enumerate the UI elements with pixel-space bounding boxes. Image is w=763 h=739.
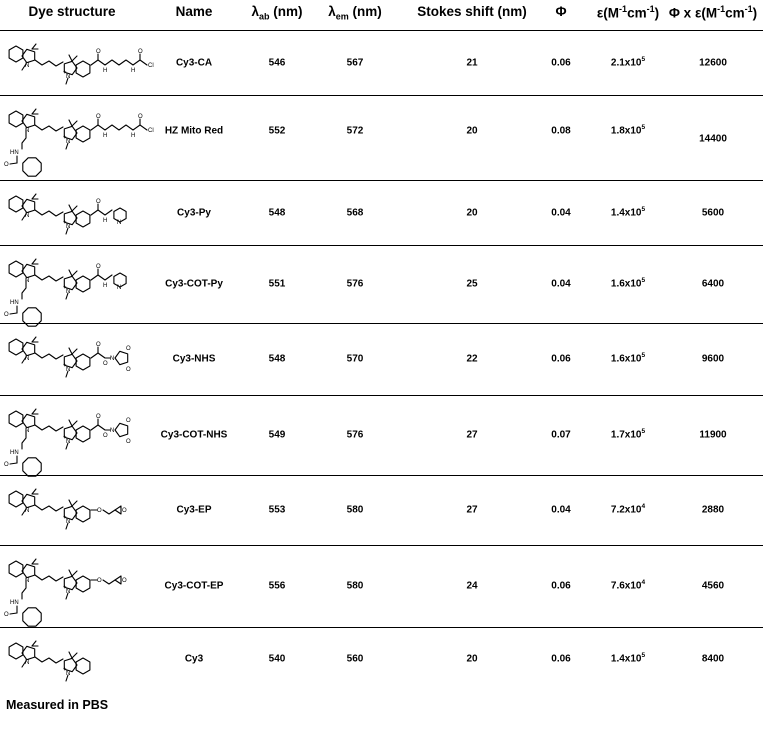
svg-text:+: +	[63, 435, 67, 441]
svg-text:O: O	[96, 199, 101, 205]
svg-text:N: N	[110, 428, 115, 434]
lambda-em-value: 576	[346, 278, 364, 290]
stokes-shift-value: 27	[466, 429, 478, 441]
quantum-yield-value: 0.06	[551, 653, 571, 665]
header-quantum-yield: Φ	[555, 4, 567, 19]
table-row	[0, 323, 763, 396]
brightness-value: 4560	[701, 580, 725, 592]
svg-text:O: O	[126, 418, 131, 424]
lambda-em-value: 572	[346, 125, 364, 137]
lambda-em-value: 576	[346, 429, 364, 441]
svg-text:Cl: Cl	[148, 63, 154, 69]
table-row	[0, 395, 763, 476]
svg-text:HN: HN	[10, 450, 19, 456]
svg-text:O: O	[103, 361, 108, 367]
svg-text:N: N	[66, 519, 71, 525]
svg-text:O: O	[4, 462, 9, 468]
table-row	[0, 95, 763, 181]
cy3-cot-chloroacetamide-structure-icon	[2, 99, 152, 183]
brightness-value: 5600	[701, 207, 725, 219]
svg-text:+: +	[63, 285, 67, 291]
lambda-em-value: 580	[346, 504, 364, 516]
svg-text:+: +	[63, 515, 67, 521]
extinction-coefficient-value: $1.6x10^5$	[610, 352, 646, 365]
svg-text:N: N	[66, 224, 71, 230]
svg-text:H: H	[103, 283, 108, 289]
cy3-cot-nhs-ester-structure-icon	[2, 399, 152, 478]
cy3-cot-epoxide-structure-icon	[2, 549, 152, 630]
extinction-coefficient-value: $1.6x10^5$	[610, 277, 646, 290]
svg-text:+: +	[63, 220, 67, 226]
svg-text:O: O	[122, 508, 127, 514]
header-dye-structure: Dye structure	[28, 4, 116, 19]
lambda-ab-value: 546	[268, 57, 286, 69]
svg-text:O: O	[96, 414, 101, 420]
footnote: Measured in PBS	[6, 698, 109, 712]
table-row	[0, 545, 763, 628]
dye-name: Cy3-COT-NHS	[160, 429, 228, 441]
svg-text:O: O	[96, 264, 101, 270]
svg-text:O: O	[122, 578, 127, 584]
table-row	[0, 30, 763, 96]
svg-text:N: N	[66, 439, 71, 445]
svg-text:+: +	[63, 70, 67, 76]
table-row	[0, 245, 763, 324]
svg-text:+: +	[63, 585, 67, 591]
svg-text:O: O	[126, 439, 131, 445]
svg-text:H: H	[103, 218, 108, 224]
cy3-cot-pyridine-structure-icon	[2, 249, 152, 326]
stokes-shift-value: 22	[466, 353, 478, 365]
dye-name: Cy3-Py	[177, 207, 211, 219]
svg-text:HN: HN	[10, 300, 19, 306]
svg-text:O: O	[96, 49, 101, 55]
svg-text:O: O	[97, 508, 102, 514]
header-lambda-ab: $\lambda_{ab}$ (nm)	[251, 4, 303, 22]
svg-text:N: N	[25, 278, 30, 284]
dye-name: Cy3	[184, 653, 204, 665]
svg-text:N: N	[25, 128, 30, 134]
svg-text:O: O	[138, 114, 143, 120]
brightness-value: 2880	[701, 504, 725, 516]
svg-text:N: N	[66, 589, 71, 595]
svg-text:Cl: Cl	[148, 128, 154, 134]
svg-text:N: N	[110, 356, 115, 362]
svg-text:+: +	[63, 363, 67, 369]
lambda-ab-value: 540	[268, 653, 286, 665]
stokes-shift-value: 24	[466, 580, 478, 592]
svg-text:O: O	[4, 162, 9, 168]
dye-name: Cy3-COT-Py	[165, 278, 223, 290]
quantum-yield-value: 0.08	[551, 125, 571, 137]
brightness-value: 8400	[701, 653, 725, 665]
svg-text:H: H	[103, 133, 108, 139]
header-brightness: Φ x $\varepsilon(M^{-1}cm^{-1})$	[668, 4, 758, 21]
svg-text:N: N	[66, 671, 71, 677]
lambda-em-value: 560	[346, 653, 364, 665]
svg-text:O: O	[4, 312, 9, 318]
lambda-em-value: 580	[346, 580, 364, 592]
lambda-ab-value: 551	[268, 278, 286, 290]
lambda-ab-value: 552	[268, 125, 286, 137]
extinction-coefficient-value: $7.6x10^4$	[610, 579, 646, 592]
svg-text:N: N	[25, 660, 30, 666]
header-lambda-em: $\lambda_{em}$ (nm)	[328, 4, 382, 22]
extinction-coefficient-value: $7.2x10^4$	[610, 503, 646, 516]
brightness-value: 9600	[701, 353, 725, 365]
header-name: Name	[175, 4, 213, 19]
svg-text:N: N	[66, 74, 71, 80]
svg-text:HN: HN	[10, 600, 19, 606]
cy3-pyridine-structure-icon	[2, 184, 152, 248]
cy3-nhs-ester-structure-icon	[2, 327, 152, 398]
quantum-yield-value: 0.04	[551, 278, 571, 290]
header-stokes-shift: Stokes shift (nm)	[417, 4, 527, 19]
table-row	[0, 627, 763, 690]
cy3-chloroacetamide-structure-icon	[2, 34, 152, 98]
brightness-value: 14400	[699, 133, 727, 145]
svg-text:O: O	[96, 114, 101, 120]
dye-name: Cy3-EP	[176, 504, 212, 516]
table-row	[0, 180, 763, 246]
extinction-coefficient-value: $1.7x10^5$	[610, 428, 646, 441]
stokes-shift-value: 20	[466, 207, 478, 219]
svg-text:O: O	[126, 346, 131, 352]
svg-text:HN: HN	[10, 150, 19, 156]
svg-text:O: O	[97, 578, 102, 584]
svg-text:N: N	[25, 63, 30, 69]
lambda-ab-value: 548	[268, 207, 286, 219]
svg-text:+: +	[63, 667, 67, 673]
dye-name: Cy3-NHS	[172, 353, 216, 365]
lambda-em-value: 570	[346, 353, 364, 365]
quantum-yield-value: 0.06	[551, 57, 571, 69]
extinction-coefficient-value: $1.4x10^5$	[610, 652, 646, 665]
stokes-shift-value: 20	[466, 653, 478, 665]
stokes-shift-value: 25	[466, 278, 478, 290]
quantum-yield-value: 0.04	[551, 504, 571, 516]
svg-text:N: N	[66, 367, 71, 373]
brightness-value: 6400	[701, 278, 725, 290]
svg-text:O: O	[4, 612, 9, 618]
svg-text:O: O	[126, 367, 131, 373]
dye-name: Cy3-COT-EP	[164, 580, 224, 592]
svg-text:H: H	[131, 133, 136, 139]
stokes-shift-value: 20	[466, 125, 478, 137]
stokes-shift-value: 21	[466, 57, 478, 69]
svg-text:N: N	[25, 508, 30, 514]
svg-text:+: +	[63, 135, 67, 141]
svg-text:H: H	[103, 68, 108, 74]
cy3-parent-structure-icon	[2, 631, 152, 693]
svg-text:N: N	[66, 289, 71, 295]
extinction-coefficient-value: $1.4x10^5$	[610, 206, 646, 219]
svg-text:N: N	[25, 356, 30, 362]
brightness-value: 11900	[699, 429, 727, 441]
header-extinction-coefficient: $\varepsilon(M^{-1}cm^{-1})$	[596, 4, 660, 21]
lambda-ab-value: 556	[268, 580, 286, 592]
svg-text:N: N	[117, 285, 122, 291]
dye-name: Cy3-CA	[175, 57, 213, 69]
quantum-yield-value: 0.06	[551, 353, 571, 365]
svg-text:N: N	[66, 139, 71, 145]
svg-text:N: N	[25, 428, 30, 434]
lambda-em-value: 567	[346, 57, 364, 69]
quantum-yield-value: 0.06	[551, 580, 571, 592]
lambda-ab-value: 549	[268, 429, 286, 441]
svg-text:O: O	[96, 342, 101, 348]
brightness-value: 12600	[699, 57, 727, 69]
svg-text:H: H	[131, 68, 136, 74]
lambda-em-value: 568	[346, 207, 364, 219]
lambda-ab-value: 553	[268, 504, 286, 516]
extinction-coefficient-value: $2.1x10^5$	[610, 56, 646, 69]
svg-text:N: N	[117, 220, 122, 226]
svg-text:N: N	[25, 213, 30, 219]
cy3-epoxide-structure-icon	[2, 479, 152, 548]
table-row	[0, 475, 763, 546]
lambda-ab-value: 548	[268, 353, 286, 365]
svg-text:N: N	[25, 578, 30, 584]
quantum-yield-value: 0.04	[551, 207, 571, 219]
quantum-yield-value: 0.07	[551, 429, 571, 441]
svg-text:O: O	[103, 433, 108, 439]
extinction-coefficient-value: $1.8x10^5$	[610, 124, 646, 137]
table-header-row	[0, 0, 763, 31]
svg-text:O: O	[138, 49, 143, 55]
dye-name: HZ Mito Red	[164, 125, 224, 137]
stokes-shift-value: 27	[466, 504, 478, 516]
